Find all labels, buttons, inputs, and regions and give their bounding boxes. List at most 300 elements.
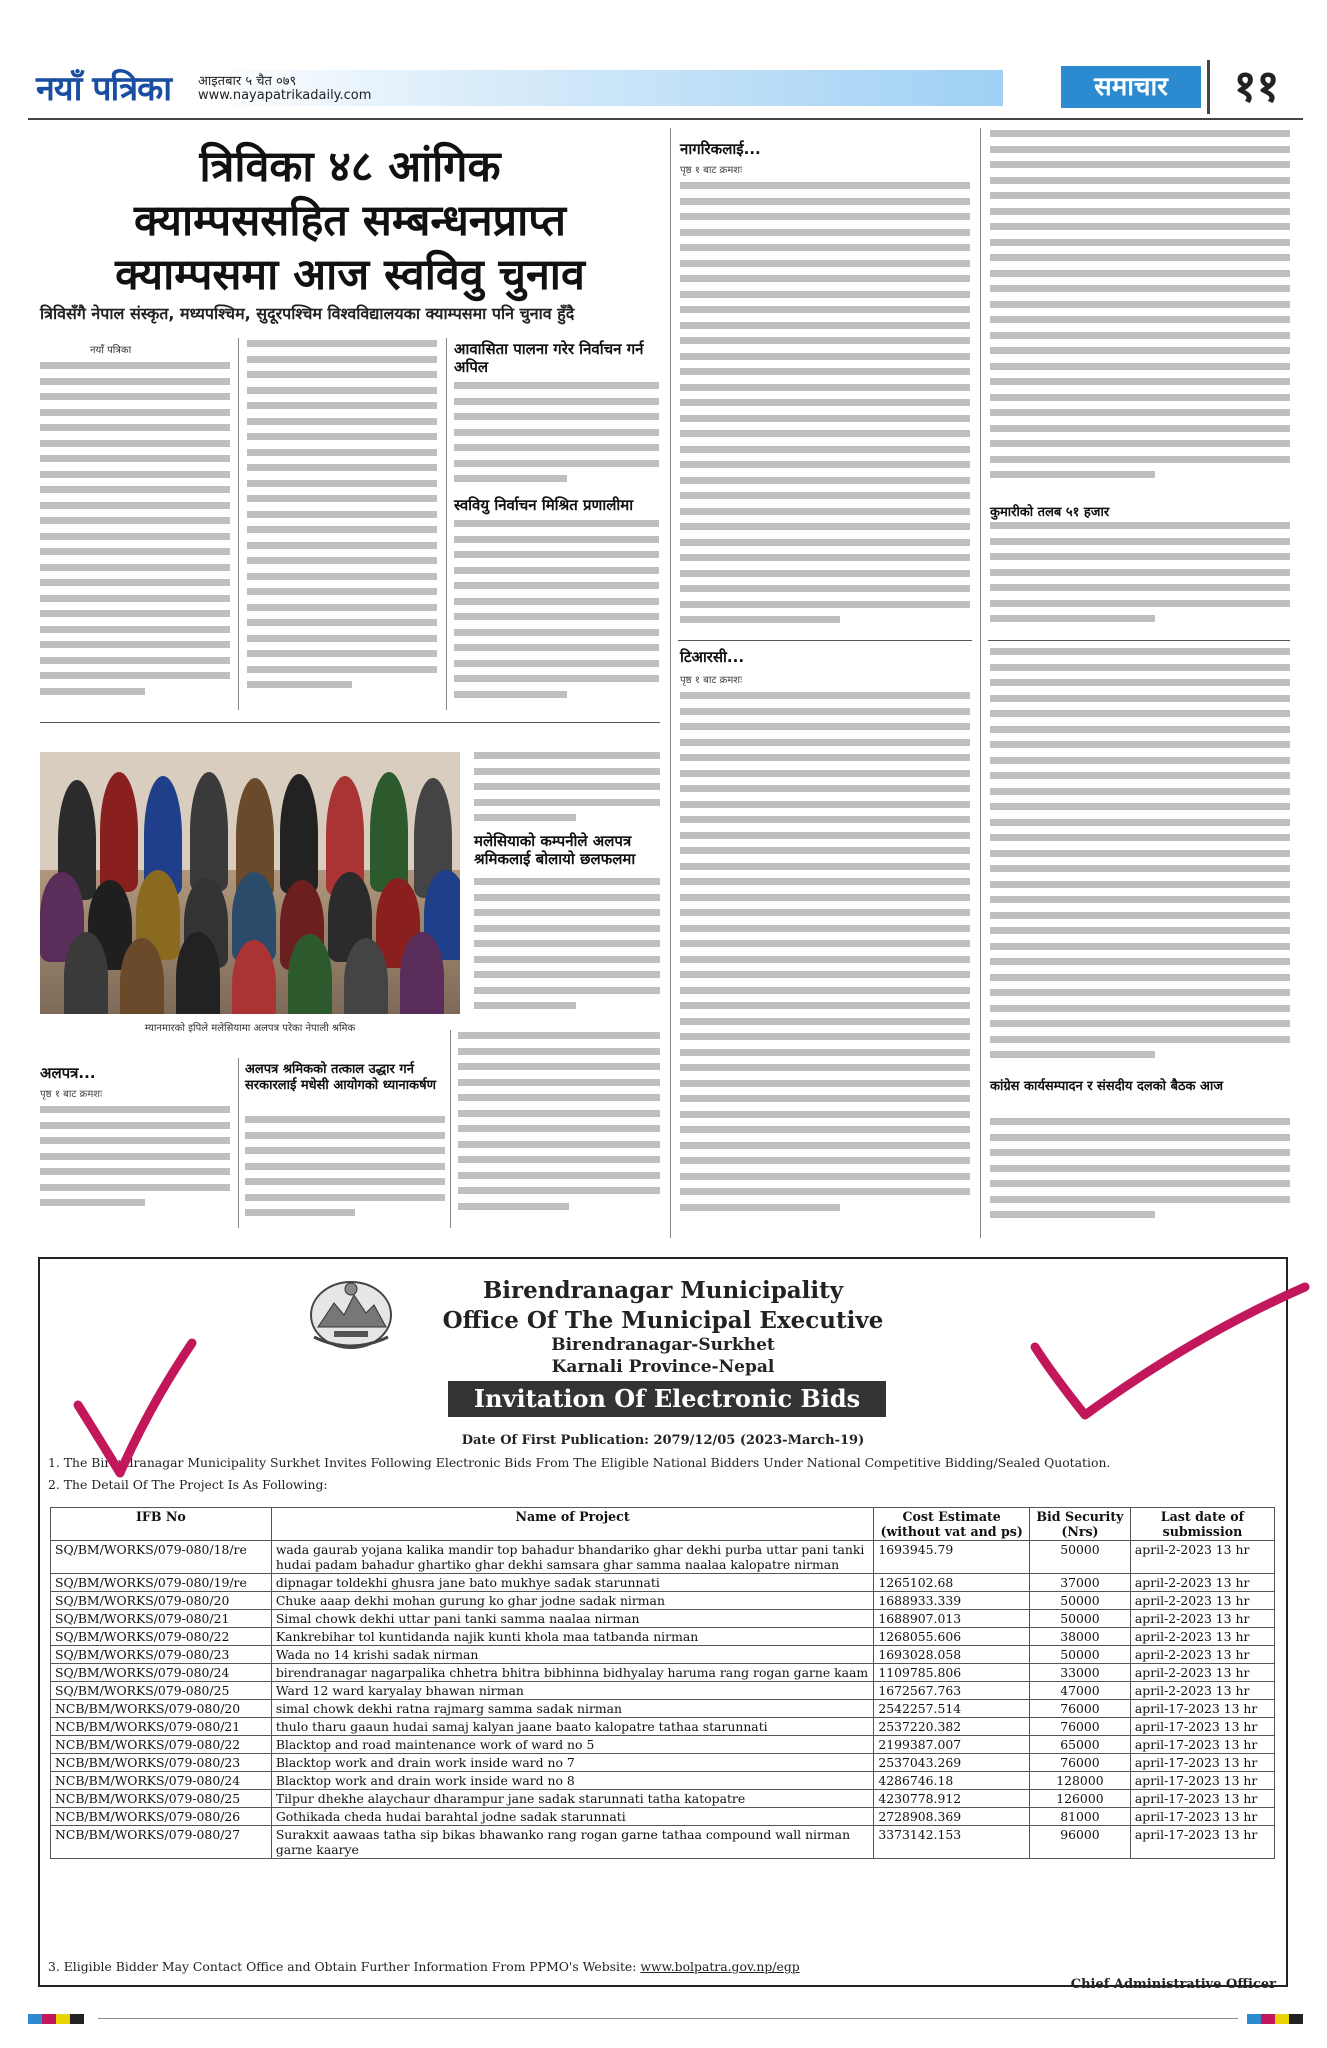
text-line — [680, 692, 970, 699]
color-bar — [70, 2014, 84, 2024]
alapatra-body — [40, 1106, 230, 1228]
person — [400, 932, 444, 1014]
bid-row — [51, 1772, 1275, 1790]
text-line — [680, 461, 970, 468]
submission-deadline: april-2-2023 13 hr — [1130, 1592, 1274, 1610]
kumari-headline: कुमारीको तलब ५१ हजार — [990, 505, 1110, 520]
text-line — [680, 616, 840, 623]
bids-header-row — [51, 1508, 1275, 1541]
text-line — [680, 832, 970, 839]
text-line — [458, 1141, 660, 1148]
notice-point-3-text: 3. Eligible Bidder May Contact Office and Obtain Further Information From PPMO's Website: — [48, 1959, 641, 1974]
masthead-rule — [28, 118, 1303, 120]
text-line — [40, 455, 230, 462]
text-line — [474, 783, 660, 790]
project-name: Surakxit aawaas tatha sip bikas bhawanko rang rogan garne tathaa compound wall nirman garne kaarye — [271, 1826, 874, 1859]
project-name: birendranagar nagarpalika chhetra bhitra bibhinna bidhyalay haruma rang rogan garne kaam — [271, 1664, 874, 1682]
text-line — [458, 1156, 660, 1163]
notice-province: Karnali Province-Nepal — [551, 1357, 775, 1377]
text-line — [680, 816, 970, 823]
notice-point-2: 2. The Detail Of The Project Is As Following: — [48, 1477, 328, 1492]
text-line — [458, 1079, 660, 1086]
bid-security: 126000 — [1029, 1790, 1130, 1808]
bid-security: 76000 — [1029, 1754, 1130, 1772]
text-line — [990, 553, 1290, 560]
text-line — [454, 660, 659, 667]
text-line — [40, 595, 230, 602]
ifb-number: SQ/BM/WORKS/079-080/25 — [51, 1682, 272, 1700]
text-line — [40, 393, 230, 400]
project-name: Kankrebihar tol kuntidanda najik kunti khola maa tatbanda nirman — [271, 1628, 874, 1646]
lead-headline — [40, 140, 660, 302]
ifb-number: NCB/BM/WORKS/079-080/26 — [51, 1808, 272, 1826]
section-rule — [988, 640, 1290, 641]
text-line — [474, 814, 576, 821]
text-line — [990, 695, 1290, 702]
text-line — [247, 604, 437, 611]
text-line — [990, 1211, 1155, 1218]
ifb-number: NCB/BM/WORKS/079-080/23 — [51, 1754, 272, 1772]
text-line — [474, 894, 660, 901]
bid-row — [51, 1628, 1275, 1646]
text-line — [990, 425, 1290, 432]
text-line — [680, 754, 970, 761]
bid-row — [51, 1790, 1275, 1808]
text-line — [990, 208, 1290, 215]
text-line — [40, 579, 230, 586]
right-col-body-2 — [990, 648, 1290, 1072]
submission-deadline: april-17-2023 13 hr — [1130, 1700, 1274, 1718]
nagarik-body — [680, 182, 970, 632]
col-divider — [670, 128, 671, 1238]
text-line — [40, 471, 230, 478]
text-line — [458, 1048, 660, 1055]
text-line — [474, 909, 660, 916]
text-line — [454, 691, 567, 698]
text-line — [680, 539, 970, 546]
text-line — [990, 522, 1290, 529]
text-line — [990, 1020, 1290, 1027]
cost-estimate: 1688933.339 — [874, 1592, 1030, 1610]
col-divider — [446, 338, 447, 710]
text-line — [247, 495, 437, 502]
text-line — [454, 398, 659, 405]
text-line — [247, 588, 437, 595]
submission-deadline: april-17-2023 13 hr — [1130, 1772, 1274, 1790]
col-divider — [238, 1058, 239, 1228]
kumari-body — [990, 522, 1290, 632]
text-line — [40, 409, 230, 416]
rescue-headline: अलपत्र श्रमिकको तत्काल उद्धार गर्न सरकारलाई मधेसी आयोगको ध्यानाकर्षण — [245, 1062, 436, 1093]
cost-estimate: 2199387.007 — [874, 1736, 1030, 1754]
text-line — [990, 409, 1290, 416]
text-line — [990, 440, 1290, 447]
header-cost: Cost Estimate (without vat and ps) — [874, 1508, 1030, 1541]
text-line — [990, 1149, 1290, 1156]
text-line — [247, 418, 437, 425]
text-line — [454, 536, 659, 543]
text-line — [474, 940, 660, 947]
masthead — [28, 60, 1303, 114]
text-line — [680, 940, 970, 947]
text-line — [680, 739, 970, 746]
bid-row — [51, 1682, 1275, 1700]
text-line — [680, 801, 970, 808]
text-line — [680, 723, 970, 730]
text-line — [990, 600, 1290, 607]
text-line — [990, 648, 1290, 655]
issue-date: आइतबार ५ चैत ०७९ — [198, 74, 297, 89]
text-line — [680, 1204, 840, 1211]
page-number: ११ — [1207, 60, 1303, 114]
text-line — [40, 1199, 145, 1206]
text-line — [454, 444, 659, 451]
text-line — [458, 1032, 660, 1039]
section-rule — [678, 640, 972, 641]
text-line — [990, 664, 1290, 671]
text-line — [245, 1178, 445, 1185]
bid-row — [51, 1808, 1275, 1826]
submission-deadline: april-2-2023 13 hr — [1130, 1574, 1274, 1592]
text-line — [680, 987, 970, 994]
photo-caption: म्यानमारको इपिले मलेसियामा अलपत्र परेका नेपाली श्रमिक — [144, 1023, 356, 1034]
cost-estimate: 1268055.606 — [874, 1628, 1030, 1646]
photo-side-text — [474, 752, 660, 830]
notice-place: Birendranagar-Surkhet — [551, 1335, 775, 1355]
text-line — [680, 1002, 970, 1009]
ifb-number: NCB/BM/WORKS/079-080/20 — [51, 1700, 272, 1718]
project-name: wada gaurab yojana kalika mandir top bahadur bhandariko ghar dekhi purba uttar pani tanki hudai padam bahadur ghartiko ghar dekhi samsara ghar samma naalaa kalopatre nirman — [271, 1541, 874, 1574]
headline-line-2: क्याम्पससहित सम्बन्धनप्राप्त — [134, 196, 566, 246]
text-line — [454, 629, 659, 636]
text-line — [680, 925, 970, 932]
text-line — [458, 1110, 660, 1117]
cost-estimate: 1672567.763 — [874, 1682, 1030, 1700]
header-project: Name of Project — [271, 1508, 874, 1541]
page-footer — [28, 2014, 1303, 2024]
notice-banner: Invitation Of Electronic Bids — [448, 1381, 886, 1417]
bid-security: 47000 — [1029, 1682, 1130, 1700]
text-line — [680, 847, 970, 854]
header-security: Bid Security (Nrs) — [1029, 1508, 1130, 1541]
lead-subhead: त्रिविसँगै नेपाल संस्कृत, मध्यपश्चिम, सुदूरपश्चिम विश्वविद्यालयका क्याम्पसमा पनि चुनाव हुँदै — [40, 304, 575, 323]
submission-deadline: april-2-2023 13 hr — [1130, 1646, 1274, 1664]
text-line — [990, 301, 1290, 308]
notice-org: Birendranagar Municipality — [482, 1277, 844, 1304]
text-line — [990, 881, 1290, 888]
text-line — [40, 378, 230, 385]
text-line — [990, 471, 1155, 478]
text-line — [990, 927, 1290, 934]
col-divider — [980, 128, 981, 1238]
text-line — [680, 260, 970, 267]
text-line — [454, 644, 659, 651]
text-line — [680, 430, 970, 437]
ifb-number: NCB/BM/WORKS/079-080/25 — [51, 1790, 272, 1808]
ifb-number: SQ/BM/WORKS/079-080/23 — [51, 1646, 272, 1664]
text-line — [247, 371, 437, 378]
bid-row — [51, 1826, 1275, 1859]
congress-headline: कांग्रेस कार्यसम्पादन र संसदीय दलको बैठक आज — [990, 1079, 1223, 1094]
text-line — [245, 1147, 445, 1154]
lead-col-2 — [247, 340, 437, 707]
text-line — [680, 523, 970, 530]
text-line — [990, 270, 1290, 277]
text-line — [990, 757, 1290, 764]
continued-label: पृष्ठ १ बाट क्रमशः — [680, 165, 743, 176]
project-name: simal chowk dekhi ratna rajmarg samma sadak nirman — [271, 1700, 874, 1718]
text-line — [474, 768, 660, 775]
mishrit-headline: स्ववियु निर्वाचन मिश्रित प्रणालीमा — [454, 496, 634, 514]
ifb-number: SQ/BM/WORKS/079-080/18/re — [51, 1541, 272, 1574]
text-line — [680, 971, 970, 978]
bid-security: 37000 — [1029, 1574, 1130, 1592]
ifb-number: NCB/BM/WORKS/079-080/27 — [51, 1826, 272, 1859]
submission-deadline: april-17-2023 13 hr — [1130, 1736, 1274, 1754]
text-line — [990, 865, 1290, 872]
text-line — [40, 424, 230, 431]
text-line — [40, 486, 230, 493]
text-line — [990, 772, 1290, 779]
text-line — [990, 347, 1290, 354]
text-line — [680, 1142, 970, 1149]
text-line — [458, 1203, 569, 1210]
project-name: dipnagar toldekhi ghusra jane bato mukhye sadak starunnati — [271, 1574, 874, 1592]
project-name: Chuke aaap dekhi mohan gurung ko ghar jodne sadak nirman — [271, 1592, 874, 1610]
text-line — [990, 363, 1290, 370]
text-line — [990, 1196, 1290, 1203]
text-line — [680, 956, 970, 963]
text-line — [990, 192, 1290, 199]
person — [100, 772, 138, 892]
person — [370, 772, 408, 892]
text-line — [40, 1153, 230, 1160]
text-line — [680, 1173, 970, 1180]
text-line — [990, 1036, 1290, 1043]
header-ifb: IFB No — [51, 1508, 272, 1541]
ppmo-website-link[interactable]: www.bolpatra.gov.np/egp — [640, 1959, 800, 1974]
text-line — [680, 785, 970, 792]
bid-security: 128000 — [1029, 1772, 1130, 1790]
text-line — [990, 943, 1290, 950]
cost-estimate: 4286746.18 — [874, 1772, 1030, 1790]
bid-security: 76000 — [1029, 1718, 1130, 1736]
text-line — [474, 925, 660, 932]
text-line — [245, 1132, 445, 1139]
text-line — [990, 710, 1290, 717]
text-line — [458, 1172, 660, 1179]
signatory: Chief Administrative Officer — [1070, 1977, 1276, 1992]
text-line — [990, 223, 1290, 230]
malaysia-body — [474, 878, 660, 1023]
text-line — [245, 1194, 445, 1201]
text-line — [990, 1051, 1155, 1058]
text-line — [458, 1187, 660, 1194]
text-line — [680, 1018, 970, 1025]
text-line — [454, 567, 659, 574]
bid-security: 38000 — [1029, 1628, 1130, 1646]
text-line — [680, 708, 970, 715]
cost-estimate: 2537043.269 — [874, 1754, 1030, 1772]
continued-label: पृष्ठ १ बाट क्रमशः — [40, 1089, 103, 1100]
text-line — [680, 492, 970, 499]
submission-deadline: april-17-2023 13 hr — [1130, 1754, 1274, 1772]
text-line — [245, 1163, 445, 1170]
text-line — [454, 613, 659, 620]
text-line — [680, 477, 970, 484]
project-name: Wada no 14 krishi sadak nirman — [271, 1646, 874, 1664]
text-line — [990, 989, 1290, 996]
text-line — [40, 548, 230, 555]
text-line — [247, 433, 437, 440]
text-line — [990, 834, 1290, 841]
submission-deadline: april-2-2023 13 hr — [1130, 1628, 1274, 1646]
bids-table — [50, 1507, 1275, 1859]
text-line — [680, 601, 970, 608]
bid-security: 65000 — [1029, 1736, 1130, 1754]
text-line — [990, 177, 1290, 184]
text-line — [245, 1209, 355, 1216]
text-line — [474, 956, 660, 963]
ifb-number: SQ/BM/WORKS/079-080/22 — [51, 1628, 272, 1646]
tiaresi-headline: टिआरसी... — [680, 648, 745, 666]
cost-estimate: 1688907.013 — [874, 1610, 1030, 1628]
text-line — [40, 517, 230, 524]
text-line — [990, 741, 1290, 748]
text-line — [990, 130, 1290, 137]
text-line — [40, 626, 230, 633]
footer-rule — [98, 2018, 1238, 2019]
congress-body — [990, 1118, 1290, 1228]
text-line — [247, 650, 437, 657]
text-line — [990, 332, 1290, 339]
malaysia-body-2 — [458, 1032, 660, 1228]
text-line — [990, 1134, 1290, 1141]
text-line — [454, 675, 659, 682]
right-col-body — [990, 130, 1290, 500]
cost-estimate: 1109785.806 — [874, 1664, 1030, 1682]
bid-row — [51, 1754, 1275, 1772]
text-line — [247, 340, 437, 347]
ifb-number: SQ/BM/WORKS/079-080/24 — [51, 1664, 272, 1682]
text-line — [990, 896, 1290, 903]
submission-deadline: april-2-2023 13 hr — [1130, 1682, 1274, 1700]
text-line — [680, 244, 970, 251]
submission-deadline: april-17-2023 13 hr — [1130, 1826, 1274, 1859]
text-line — [680, 1157, 970, 1164]
color-bar — [1261, 2014, 1275, 2024]
project-name: thulo tharu gaaun hudai samaj kalyan jaane baato kalopatre tathaa starunnati — [271, 1718, 874, 1736]
text-line — [454, 413, 659, 420]
text-line — [680, 446, 970, 453]
text-line — [680, 1033, 970, 1040]
text-line — [474, 1002, 576, 1009]
text-line — [247, 356, 437, 363]
ifb-number: NCB/BM/WORKS/079-080/24 — [51, 1772, 272, 1790]
col-divider — [450, 1030, 451, 1228]
text-line — [680, 368, 970, 375]
notice-point-3 — [48, 1959, 800, 1974]
text-line — [990, 285, 1290, 292]
text-line — [680, 353, 970, 360]
person — [190, 772, 228, 892]
text-line — [990, 803, 1290, 810]
text-line — [680, 894, 970, 901]
text-line — [990, 161, 1290, 168]
text-line — [247, 387, 437, 394]
ifb-number: NCB/BM/WORKS/079-080/21 — [51, 1718, 272, 1736]
person — [288, 934, 332, 1014]
text-line — [990, 788, 1290, 795]
text-line — [40, 1106, 230, 1113]
text-line — [247, 480, 437, 487]
nagarik-headline: नागरिकलाई... — [680, 140, 761, 158]
headline-line-1: त्रिविका ४८ आंगिक — [199, 142, 501, 192]
text-line — [247, 526, 437, 533]
text-line — [454, 460, 659, 467]
bid-row — [51, 1541, 1275, 1574]
cost-estimate: 4230778.912 — [874, 1790, 1030, 1808]
cost-estimate: 2537220.382 — [874, 1718, 1030, 1736]
color-bar — [1247, 2014, 1261, 2024]
text-line — [40, 657, 230, 664]
color-bar — [1289, 2014, 1303, 2024]
submission-deadline: april-2-2023 13 hr — [1130, 1610, 1274, 1628]
text-line — [680, 1064, 970, 1071]
text-line — [990, 378, 1290, 385]
bid-security: 81000 — [1029, 1808, 1130, 1826]
text-line — [454, 598, 659, 605]
submission-deadline: april-2-2023 13 hr — [1130, 1664, 1274, 1682]
text-line — [990, 1180, 1290, 1187]
text-line — [680, 1095, 970, 1102]
cost-estimate: 2542257.514 — [874, 1700, 1030, 1718]
text-line — [680, 213, 970, 220]
text-line — [40, 641, 230, 648]
malaysia-headline: मलेसियाको कम्पनीले अलपत्र श्रमिकलाई बोलायो छलफलमा — [474, 832, 636, 868]
text-line — [245, 1116, 445, 1123]
text-line — [990, 974, 1290, 981]
text-line — [680, 863, 970, 870]
color-bar — [28, 2014, 42, 2024]
bid-security: 33000 — [1029, 1664, 1130, 1682]
first-publication-date: Date Of First Publication: 2079/12/05 (2023-March-19) — [461, 1433, 865, 1448]
text-line — [990, 1165, 1290, 1172]
text-line — [680, 554, 970, 561]
bid-security: 96000 — [1029, 1826, 1130, 1859]
headline-line-3: क्याम्पसमा आज स्वविवु चुनाव — [115, 250, 585, 300]
text-line — [454, 551, 659, 558]
lead-byline: नयाँ पत्रिका — [90, 345, 132, 356]
text-line — [247, 666, 437, 673]
text-line — [680, 585, 970, 592]
text-line — [454, 382, 659, 389]
text-line — [990, 146, 1290, 153]
text-line — [990, 958, 1290, 965]
bid-row — [51, 1646, 1275, 1664]
ifb-number: SQ/BM/WORKS/079-080/19/re — [51, 1574, 272, 1592]
bid-security: 50000 — [1029, 1646, 1130, 1664]
newspaper-logo: नयाँ पत्रिका — [36, 69, 172, 109]
text-line — [680, 909, 970, 916]
text-line — [454, 582, 659, 589]
cost-estimate: 1265102.68 — [874, 1574, 1030, 1592]
color-bar — [56, 2014, 70, 2024]
text-line — [474, 987, 660, 994]
project-name: Tilpur dhekhe alaychaur dharampur jane sadak starunnati tatha katopatre — [271, 1790, 874, 1808]
submission-deadline: april-17-2023 13 hr — [1130, 1808, 1274, 1826]
rescue-body — [245, 1116, 445, 1228]
